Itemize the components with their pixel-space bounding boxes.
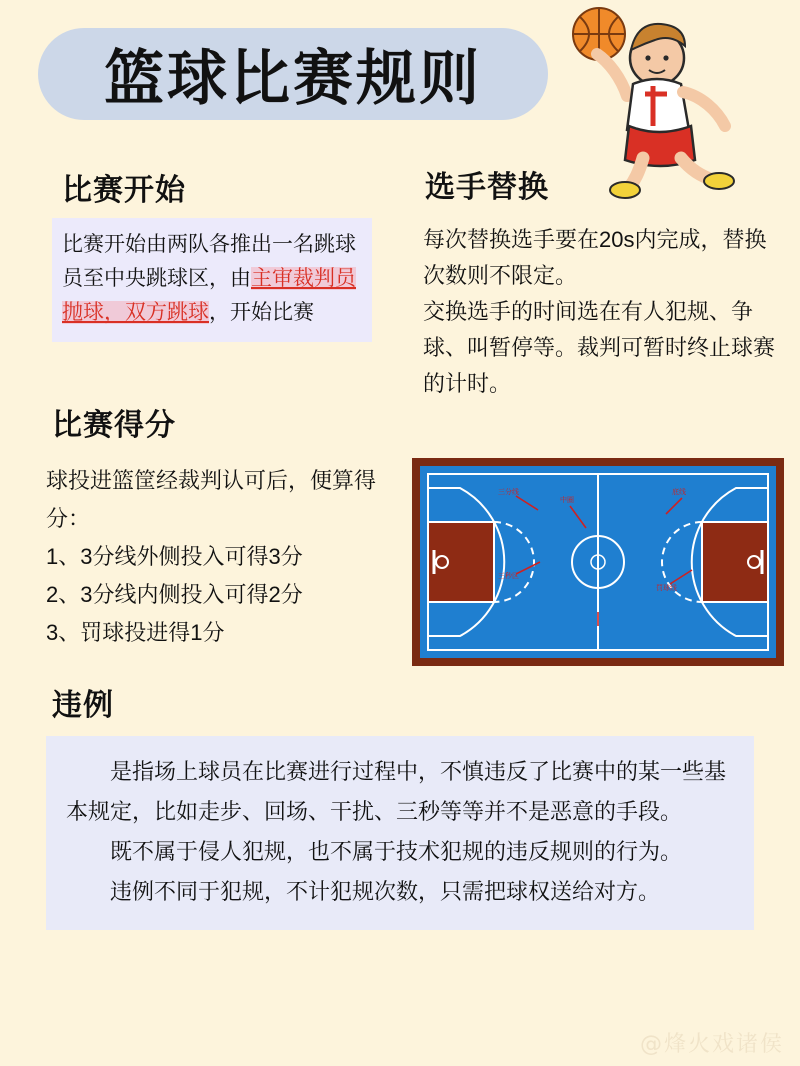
game-start-note — [52, 218, 372, 342]
violation-paragraph: 违例不同于犯规，不计犯规次数，只需把球权送给对方。 — [110, 879, 661, 904]
svg-text:中圈: 中圈 — [560, 496, 574, 504]
svg-text:三分线: 三分线 — [498, 488, 519, 496]
substitution-paragraph-2: 交换选手的时间选在有人犯规、争球、叫暂停等。裁判可暂时终止球赛的计时。 — [423, 299, 776, 396]
section-heading-scoring: 比赛得分 — [52, 408, 176, 443]
scoring-intro: 球投进篮筐经裁判认可后，便算得分： — [46, 468, 377, 531]
section-heading-substitution: 选手替换 — [425, 170, 549, 205]
violation-paragraph: 是指场上球员在比赛进行过程中，不慎违反了比赛中的某一些基本规定，比如走步、回场、干扰、三秒等等并不是恶意的手段。 — [66, 759, 727, 824]
basketball-court-diagram — [412, 458, 784, 666]
section-heading-violation: 违例 — [52, 688, 114, 723]
basketball-player-illustration — [535, 0, 800, 200]
svg-text:三秒区: 三秒区 — [498, 572, 519, 580]
page-title-banner — [38, 28, 548, 120]
svg-text:底线: 底线 — [672, 488, 686, 496]
scoring-item: 2、3分线内侧投入可得2分 — [46, 582, 303, 607]
page-title: 篮球比赛规则 — [104, 44, 482, 114]
game-start-text-before: 比赛开始由两队各推出一名跳球员至中央跳球区，由 — [62, 233, 356, 290]
substitution-body — [423, 222, 783, 402]
svg-text:罚球线: 罚球线 — [656, 584, 677, 592]
game-start-text-highlight: 主审裁判员抛球，双方跳球 — [62, 267, 356, 324]
violation-body — [46, 736, 754, 930]
violation-paragraph: 既不属于侵人犯规，也不属于技术犯规的违反规则的行为。 — [110, 839, 683, 864]
scoring-item: 3、罚球投进得1分 — [46, 620, 225, 645]
game-start-text-after: ，开始比赛 — [209, 301, 314, 324]
watermark: @烽火戏诸侯 — [639, 1032, 784, 1057]
section-heading-game-start: 比赛开始 — [62, 173, 186, 208]
scoring-body — [46, 462, 406, 652]
substitution-paragraph-1: 每次替换选手要在20s内完成，替换次数则不限定。 — [423, 227, 767, 288]
scoring-item: 1、3分线外侧投入可得3分 — [46, 544, 303, 569]
